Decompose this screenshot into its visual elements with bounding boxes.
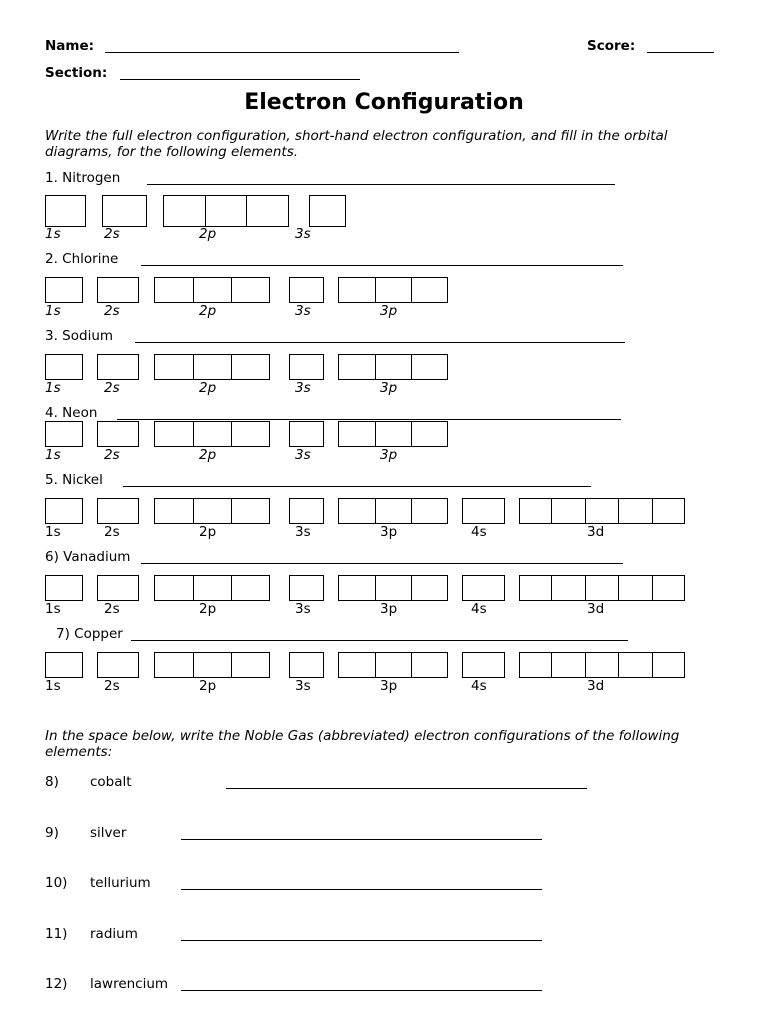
orbital-box[interactable] bbox=[338, 498, 376, 524]
orbital-box[interactable] bbox=[411, 652, 448, 678]
orbital-label: 2p bbox=[199, 601, 217, 617]
orbital-box[interactable] bbox=[585, 498, 619, 524]
orbital-box[interactable] bbox=[652, 575, 685, 601]
orbital-label: 3s bbox=[295, 678, 311, 694]
orbital-label: 2s bbox=[104, 678, 120, 694]
noble-element-tellurium: tellurium bbox=[90, 875, 151, 891]
orbital-label: 3s bbox=[295, 447, 311, 463]
orbital-box[interactable] bbox=[618, 652, 653, 678]
element-label-copper: 7) Copper bbox=[56, 626, 123, 642]
element-label-nitrogen: 1. Nitrogen bbox=[45, 170, 121, 186]
orbital-box[interactable] bbox=[652, 652, 685, 678]
orbital-box[interactable] bbox=[411, 354, 448, 380]
orbital-box[interactable] bbox=[289, 498, 324, 524]
orbital-box[interactable] bbox=[154, 354, 194, 380]
orbital-label: 2s bbox=[104, 226, 120, 242]
orbital-box[interactable] bbox=[375, 498, 412, 524]
noble-number: 10) bbox=[45, 875, 68, 891]
orbital-box[interactable] bbox=[246, 195, 289, 227]
instruction-full-config: Write the full electron configuration, short-hand electron configuration, and fill in the orbital diagrams, for the following elements. bbox=[45, 128, 668, 160]
orbital-box[interactable] bbox=[97, 277, 139, 303]
orbital-label: 1s bbox=[45, 303, 61, 319]
element-label-neon: 4. Neon bbox=[45, 405, 98, 421]
orbital-box[interactable] bbox=[519, 575, 552, 601]
orbital-box[interactable] bbox=[551, 575, 586, 601]
orbital-label: 3d bbox=[587, 524, 605, 540]
orbital-label: 3p bbox=[380, 678, 398, 694]
orbital-label: 3s bbox=[295, 524, 311, 540]
element-label-chlorine: 2. Chlorine bbox=[45, 251, 119, 267]
answer-line-vanadium[interactable] bbox=[141, 563, 623, 564]
orbital-box[interactable] bbox=[585, 652, 619, 678]
orbital-box[interactable] bbox=[289, 652, 324, 678]
answer-line-cobalt[interactable] bbox=[226, 788, 587, 789]
orbital-box[interactable] bbox=[411, 277, 448, 303]
orbital-box[interactable] bbox=[231, 575, 270, 601]
orbital-box[interactable] bbox=[338, 575, 376, 601]
score-label: Score: bbox=[587, 38, 636, 54]
orbital-box[interactable] bbox=[652, 498, 685, 524]
orbital-label: 2s bbox=[104, 380, 120, 396]
orbital-box[interactable] bbox=[462, 575, 505, 601]
orbital-box[interactable] bbox=[618, 498, 653, 524]
orbital-box[interactable] bbox=[231, 421, 270, 447]
orbital-box[interactable] bbox=[45, 277, 83, 303]
answer-line-radium[interactable] bbox=[181, 940, 542, 941]
orbital-label: 2s bbox=[104, 524, 120, 540]
orbital-box[interactable] bbox=[45, 195, 86, 227]
orbital-box[interactable] bbox=[519, 652, 552, 678]
orbital-box[interactable] bbox=[154, 575, 194, 601]
orbital-label: 1s bbox=[45, 601, 61, 617]
orbital-box[interactable] bbox=[375, 354, 412, 380]
orbital-box[interactable] bbox=[411, 421, 448, 447]
orbital-box[interactable] bbox=[97, 652, 139, 678]
orbital-box[interactable] bbox=[231, 498, 270, 524]
orbital-box[interactable] bbox=[45, 575, 83, 601]
orbital-label: 2p bbox=[199, 447, 217, 463]
orbital-box[interactable] bbox=[338, 277, 376, 303]
orbital-box[interactable] bbox=[289, 421, 324, 447]
orbital-box[interactable] bbox=[97, 575, 139, 601]
orbital-box[interactable] bbox=[154, 421, 194, 447]
name-label: Name: bbox=[45, 38, 95, 54]
orbital-label: 1s bbox=[45, 226, 61, 242]
orbital-label: 3d bbox=[587, 601, 605, 617]
orbital-label: 3p bbox=[380, 380, 398, 396]
orbital-label: 2p bbox=[199, 226, 217, 242]
orbital-label: 2p bbox=[199, 524, 217, 540]
section-label: Section: bbox=[45, 65, 108, 81]
orbital-label: 3s bbox=[295, 601, 311, 617]
answer-line-chlorine[interactable] bbox=[141, 265, 623, 266]
noble-number: 11) bbox=[45, 926, 68, 942]
orbital-box[interactable] bbox=[193, 277, 232, 303]
orbital-label: 1s bbox=[45, 524, 61, 540]
orbital-label: 3p bbox=[380, 601, 398, 617]
answer-line-nickel[interactable] bbox=[123, 486, 591, 487]
orbital-box[interactable] bbox=[154, 498, 194, 524]
orbital-box[interactable] bbox=[551, 652, 586, 678]
section-field-line[interactable] bbox=[120, 79, 360, 80]
orbital-box[interactable] bbox=[411, 575, 448, 601]
orbital-box[interactable] bbox=[193, 575, 232, 601]
orbital-label: 2p bbox=[199, 678, 217, 694]
orbital-label: 2s bbox=[104, 303, 120, 319]
orbital-label: 2s bbox=[104, 601, 120, 617]
orbital-box[interactable] bbox=[193, 354, 232, 380]
orbital-label: 4s bbox=[471, 524, 487, 540]
orbital-box[interactable] bbox=[45, 652, 83, 678]
orbital-label: 3s bbox=[295, 380, 311, 396]
orbital-box[interactable] bbox=[154, 277, 194, 303]
answer-line-neon[interactable] bbox=[117, 419, 621, 420]
answer-line-lawrencium[interactable] bbox=[181, 990, 542, 991]
answer-line-silver[interactable] bbox=[181, 839, 542, 840]
orbital-box[interactable] bbox=[519, 498, 552, 524]
noble-element-silver: silver bbox=[90, 825, 127, 841]
orbital-box[interactable] bbox=[231, 354, 270, 380]
noble-number: 9) bbox=[45, 825, 59, 841]
orbital-box[interactable] bbox=[45, 421, 83, 447]
element-label-nickel: 5. Nickel bbox=[45, 472, 103, 488]
orbital-box[interactable] bbox=[411, 498, 448, 524]
orbital-label: 4s bbox=[471, 601, 487, 617]
orbital-box[interactable] bbox=[618, 575, 653, 601]
orbital-box[interactable] bbox=[585, 575, 619, 601]
orbital-box[interactable] bbox=[193, 498, 232, 524]
orbital-label: 1s bbox=[45, 447, 61, 463]
orbital-box[interactable] bbox=[97, 354, 139, 380]
orbital-label: 1s bbox=[45, 380, 61, 396]
orbital-label: 2p bbox=[199, 303, 217, 319]
orbital-box[interactable] bbox=[205, 195, 247, 227]
orbital-label: 3p bbox=[380, 524, 398, 540]
orbital-box[interactable] bbox=[338, 652, 376, 678]
orbital-box[interactable] bbox=[231, 277, 270, 303]
page-title: Electron Configuration bbox=[244, 90, 524, 115]
orbital-box[interactable] bbox=[154, 652, 194, 678]
answer-line-tellurium[interactable] bbox=[181, 889, 542, 890]
orbital-box[interactable] bbox=[289, 277, 324, 303]
orbital-box[interactable] bbox=[97, 421, 139, 447]
name-field-line[interactable] bbox=[105, 52, 459, 53]
orbital-box[interactable] bbox=[338, 354, 376, 380]
orbital-box[interactable] bbox=[289, 575, 324, 601]
orbital-box[interactable] bbox=[97, 498, 139, 524]
orbital-box[interactable] bbox=[551, 498, 586, 524]
orbital-box[interactable] bbox=[375, 421, 412, 447]
orbital-box[interactable] bbox=[193, 652, 232, 678]
orbital-label: 1s bbox=[45, 678, 61, 694]
orbital-box[interactable] bbox=[462, 652, 505, 678]
orbital-box[interactable] bbox=[375, 277, 412, 303]
orbital-box[interactable] bbox=[163, 195, 206, 227]
score-field-line[interactable] bbox=[647, 52, 714, 53]
orbital-label: 3s bbox=[295, 303, 311, 319]
orbital-box[interactable] bbox=[45, 354, 83, 380]
orbital-label: 3p bbox=[380, 303, 398, 319]
element-label-vanadium: 6) Vanadium bbox=[45, 549, 131, 565]
orbital-box[interactable] bbox=[375, 652, 412, 678]
orbital-label: 2s bbox=[104, 447, 120, 463]
orbital-box[interactable] bbox=[462, 498, 505, 524]
orbital-box[interactable] bbox=[102, 195, 147, 227]
orbital-box[interactable] bbox=[231, 652, 270, 678]
orbital-box[interactable] bbox=[45, 498, 83, 524]
orbital-label: 3p bbox=[380, 447, 398, 463]
orbital-label: 3d bbox=[587, 678, 605, 694]
noble-number: 12) bbox=[45, 976, 68, 992]
noble-element-radium: radium bbox=[90, 926, 138, 942]
element-label-sodium: 3. Sodium bbox=[45, 328, 114, 344]
orbital-label: 4s bbox=[471, 678, 487, 694]
noble-element-cobalt: cobalt bbox=[90, 774, 132, 790]
orbital-label: 2p bbox=[199, 380, 217, 396]
orbital-box[interactable] bbox=[375, 575, 412, 601]
instruction-noble-gas: In the space below, write the Noble Gas (abbreviated) electron configurations of the following elements: bbox=[45, 728, 680, 760]
orbital-box[interactable] bbox=[338, 421, 376, 447]
answer-line-sodium[interactable] bbox=[135, 342, 625, 343]
noble-number: 8) bbox=[45, 774, 59, 790]
orbital-box[interactable] bbox=[309, 195, 346, 227]
noble-element-lawrencium: lawrencium bbox=[90, 976, 169, 992]
answer-line-copper[interactable] bbox=[131, 640, 628, 641]
orbital-box[interactable] bbox=[193, 421, 232, 447]
orbital-label: 3s bbox=[295, 226, 311, 242]
answer-line-nitrogen[interactable] bbox=[147, 184, 615, 185]
orbital-box[interactable] bbox=[289, 354, 324, 380]
